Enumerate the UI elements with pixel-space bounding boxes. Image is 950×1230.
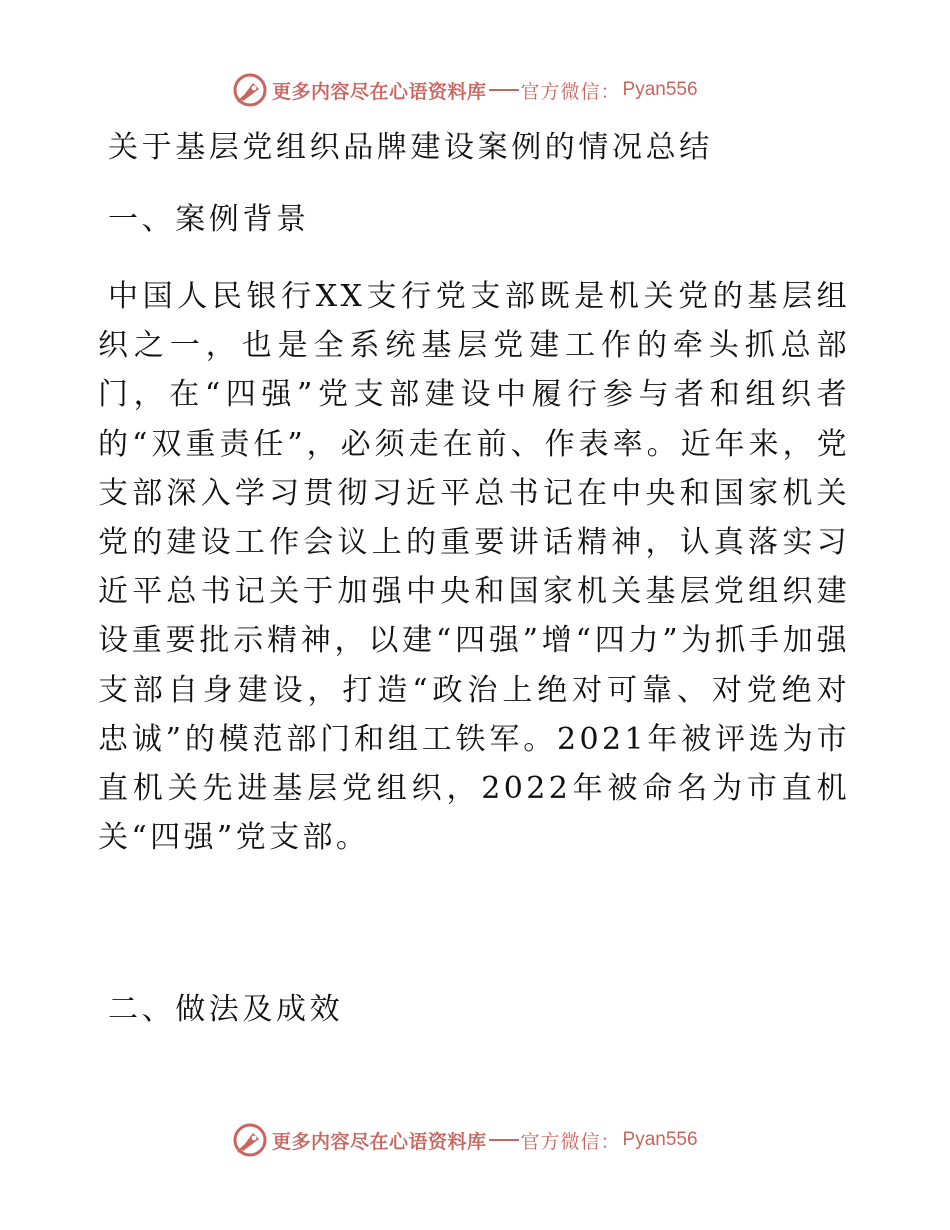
- document-title: 关于基层党组织品牌建设案例的情况总结: [108, 130, 713, 165]
- banner-official-label: 官方微信：: [520, 80, 621, 103]
- banner-account: Pyan556: [622, 79, 698, 100]
- section-heading-background: 一、案例背景: [108, 202, 310, 237]
- banner-slogan: 更多内容尽在心语资料库: [272, 1130, 487, 1153]
- banner-slogan: 更多内容尽在心语资料库: [272, 80, 487, 103]
- section-body-background: 中国人民银行XX支行党支部既是机关党的基层组织之一，也是全系统基层党建工作的牵头抓总部门，在“四强”党支部建设中履行参与者和组织者的“双重责任”，必须走在前、作表率。近年来，党支部深入学习贯彻习近平总书记在中央和国家机关党的建设工作会议上的重要讲话精神，认真落实习近平总书记关于加强中央和国家机关基层党组织建设重要批示精神，以建“四强”增“四力”为抓手加强支部自身建设，打造“政治上绝对可靠、对党绝对忠诚”的模范部门和组工铁军。2021年被评选为市直机关先进基层党组织，2022年被命名为市直机关“四强”党支部。: [98, 279, 850, 856]
- header-banner: [232, 70, 698, 110]
- banner-dash: [489, 1139, 519, 1141]
- footer-banner: [232, 1120, 698, 1160]
- pen-nib-logo-icon: [232, 1122, 268, 1158]
- banner-account: Pyan556: [622, 1129, 698, 1150]
- pen-nib-logo-icon: [232, 72, 268, 108]
- banner-official-label: 官方微信：: [520, 1130, 621, 1153]
- section-heading-practices: 二、做法及成效: [108, 992, 344, 1027]
- banner-dash: [489, 89, 519, 91]
